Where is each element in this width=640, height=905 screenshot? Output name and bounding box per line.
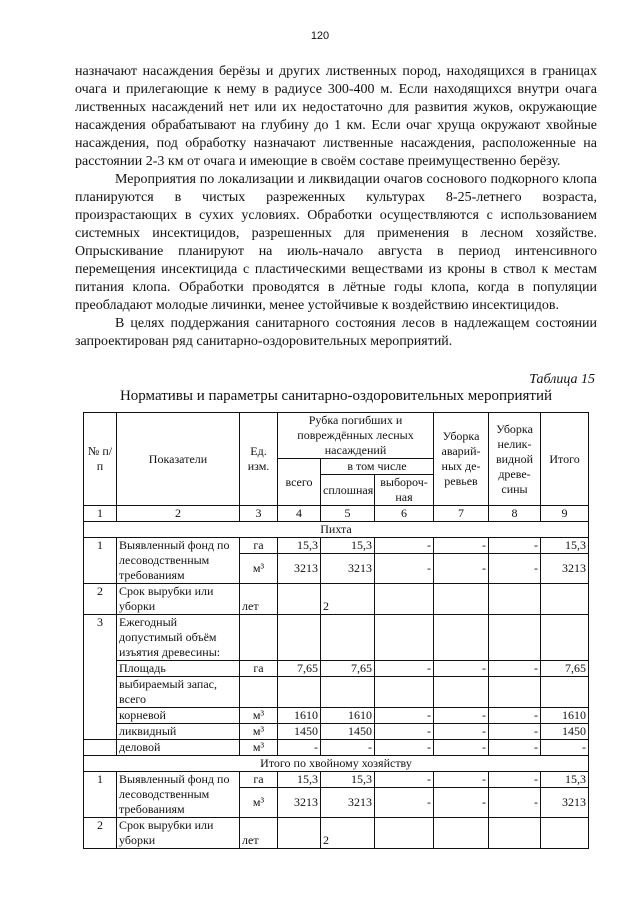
header-unit: Ед. изм. [240, 413, 278, 506]
value-cell: 3213 [278, 554, 321, 584]
value-cell [278, 584, 321, 615]
row-label: Срок вырубки или уборки [117, 818, 240, 849]
value-cell: - [375, 740, 434, 756]
header-num: № п/п [84, 413, 117, 506]
value-cell: - [375, 554, 434, 584]
table-row [84, 615, 589, 661]
row-label: Срок вырубки или уборки [117, 584, 240, 615]
value-cell: 1610 [541, 708, 589, 724]
value-cell: - [434, 788, 489, 818]
col-number: 7 [434, 506, 489, 522]
header-indicator: Показатели [117, 413, 240, 506]
row-number: 1 [84, 538, 117, 584]
value-cell: - [489, 788, 541, 818]
value-cell [541, 818, 589, 849]
value-cell: 1610 [321, 708, 375, 724]
section-title: Пихта [84, 522, 589, 538]
row-label: Площадь [117, 661, 240, 677]
table-row [84, 677, 589, 708]
value-cell: 3213 [321, 788, 375, 818]
header-incl: в том числе [321, 459, 434, 475]
page-number: 120 [310, 30, 330, 42]
unit-cell: лет [240, 584, 278, 615]
section-row [84, 756, 589, 772]
row-number: 2 [84, 818, 117, 849]
value-cell: - [278, 740, 321, 756]
unit-cell: га [240, 661, 278, 677]
value-cell: - [375, 724, 434, 740]
col-number: 8 [489, 506, 541, 522]
value-cell [375, 818, 434, 849]
paragraph: В целях поддержания санитарного состояния лесов в надлежащем состоянии запроектирован ряд санитарно-оздоровительных мероприятий. [75, 316, 597, 349]
col-number: 2 [117, 506, 240, 522]
value-cell: - [489, 554, 541, 584]
value-cell [434, 584, 489, 615]
value-cell: 7,65 [541, 661, 589, 677]
value-cell: - [434, 708, 489, 724]
value-cell: 7,65 [278, 661, 321, 677]
table-row [84, 584, 589, 615]
row-number: 2 [84, 584, 117, 615]
table-row [84, 708, 589, 724]
value-cell: 1450 [541, 724, 589, 740]
row-number: 3 [84, 615, 117, 740]
value-cell: - [489, 708, 541, 724]
value-cell [489, 818, 541, 849]
column-numbers-row [84, 506, 589, 522]
header-all: всего [278, 459, 321, 506]
value-cell [375, 584, 434, 615]
unit-cell: га [240, 538, 278, 554]
value-cell: 15,3 [541, 538, 589, 554]
value-cell: 3213 [541, 788, 589, 818]
value-cell: - [489, 661, 541, 677]
value-cell: - [375, 772, 434, 788]
section-title: Итого по хвойному хозяйству [84, 756, 589, 772]
table-number: Таблица 15 [529, 372, 595, 387]
value-cell: - [489, 772, 541, 788]
value-cell: - [434, 772, 489, 788]
value-cell: 1610 [278, 708, 321, 724]
value-cell: 7,65 [321, 661, 375, 677]
value-cell: - [434, 724, 489, 740]
value-cell: - [541, 740, 589, 756]
value-cell: - [434, 538, 489, 554]
value-cell: - [375, 661, 434, 677]
value-cell: 15,3 [278, 538, 321, 554]
unit-cell: лет [240, 818, 278, 849]
table-row [84, 661, 589, 677]
value-cell: 1450 [278, 724, 321, 740]
body-text [75, 63, 597, 351]
paragraph: назначают насаждения берёзы и других лиственных пород, находящихся в границах очага и прилегающие к нему в радиусе 300-400 м. Если находящихся внутри очага лиственных насаждений нет или их недостаточно для развития жуков, окружающие насаждения обрабатывают на глубину до 1 км. Если очаг хруща окружают хвойные насаждения, под обработку назначают лиственные насаждения, расположенные на расстоянии 2-3 км от очага и имеющие в своём составе преимущественно берёзу. [75, 64, 597, 169]
unit-cell: га [240, 772, 278, 788]
value-cell: - [375, 708, 434, 724]
unit-cell: м³ [240, 554, 278, 584]
table-row [84, 818, 589, 849]
unit-cell: м³ [240, 788, 278, 818]
row-label: корневой [117, 708, 240, 724]
value-cell: 3213 [541, 554, 589, 584]
col-number: 6 [375, 506, 434, 522]
section-row [84, 522, 589, 538]
row-label: ликвидный [117, 724, 240, 740]
value-cell: - [434, 740, 489, 756]
value-cell: - [321, 740, 375, 756]
unit-cell: м³ [240, 724, 278, 740]
header-total: Итого [541, 413, 589, 506]
value-cell: 2 [321, 584, 375, 615]
value-cell: - [434, 661, 489, 677]
value-cell: 3213 [321, 554, 375, 584]
value-cell [489, 584, 541, 615]
unit-cell: м³ [240, 708, 278, 724]
value-cell: 3213 [278, 788, 321, 818]
table-row [84, 772, 589, 788]
table-row [84, 740, 589, 756]
row-label: выбираемый запас, всего [117, 677, 240, 708]
value-cell: - [434, 554, 489, 584]
paragraph: Мероприятия по локализации и ликвидации очагов соснового подкорного клопа планируются в чистых разреженных культурах 8-25-летнего возраста, произрастающих в сухих условиях. Обработки осуществляются с использованием системных инсектицидов, разрешенных для применения в лесном хозяйстве. Опрыскивание планируют на июль-начало августа в период интенсивного перемещения инсектицида с пластическими веществами из кроны в ствол к местам питания клопа. Обработки проводятся в лётные годы клопа, когда в популяции преобладают молодые личинки, менее устойчивые к воздействию инсектицидов. [75, 172, 597, 313]
value-cell: - [375, 538, 434, 554]
col-number: 5 [321, 506, 375, 522]
value-cell: 15,3 [321, 772, 375, 788]
header-felling: Рубка погибших и повреждённых лесных насаждений [278, 413, 434, 459]
header-emergency: Уборка аварий-ных де-ревьев [434, 413, 489, 506]
table-row [84, 724, 589, 740]
value-cell: 15,3 [278, 772, 321, 788]
col-number: 9 [541, 506, 589, 522]
value-cell: - [489, 724, 541, 740]
value-cell: 15,3 [321, 538, 375, 554]
value-cell [434, 818, 489, 849]
table-row [84, 538, 589, 554]
row-number: 1 [84, 772, 117, 818]
value-cell: 15,3 [541, 772, 589, 788]
value-cell [541, 584, 589, 615]
value-cell: 1450 [321, 724, 375, 740]
table-body [84, 506, 589, 849]
header-clear: сплошная [321, 475, 375, 506]
norms-table [83, 412, 589, 849]
row-label: Выявленный фонд по лесоводственным требованиям [117, 772, 240, 818]
col-number: 1 [84, 506, 117, 522]
row-label: Ежегодный допустимый объём изъятия древесины: [117, 615, 240, 661]
row-label: деловой [117, 740, 240, 756]
value-cell: 2 [321, 818, 375, 849]
value-cell [278, 818, 321, 849]
value-cell: - [375, 788, 434, 818]
header-illiquid: Уборка нелик-видной древе-сины [489, 413, 541, 506]
table-title: Нормативы и параметры санитарно-оздоровительных мероприятий [119, 388, 553, 404]
value-cell: - [489, 538, 541, 554]
header-selective: выбороч-ная [375, 475, 434, 506]
row-label: Выявленный фонд по лесоводственным требованиям [117, 538, 240, 584]
col-number: 3 [240, 506, 278, 522]
value-cell: - [489, 740, 541, 756]
col-number: 4 [278, 506, 321, 522]
unit-cell: м³ [240, 740, 278, 756]
